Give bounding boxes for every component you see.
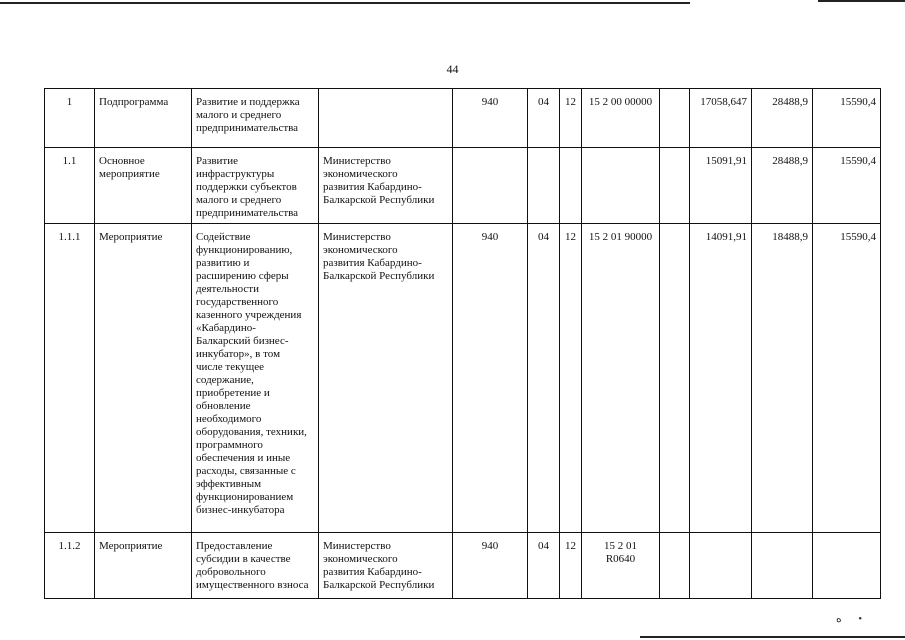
table-row	[45, 224, 881, 533]
cell-type: Основное мероприятие	[95, 148, 192, 224]
cell-y3: 15590,4	[813, 148, 881, 224]
cell-rz: 04	[528, 89, 560, 148]
cell-vr	[660, 89, 690, 148]
cell-grbs	[453, 148, 528, 224]
table-row	[45, 533, 881, 599]
cell-rz: 04	[528, 224, 560, 533]
budget-table	[44, 88, 881, 599]
scan-top-right-line	[818, 0, 905, 2]
cell-pr: 12	[560, 89, 582, 148]
cell-grbs: 940	[453, 89, 528, 148]
cell-name: Развитие и поддержка малого и среднего предпринимательства	[192, 89, 319, 148]
cell-y1: 14091,91	[690, 224, 752, 533]
scan-marks: ه •	[836, 613, 863, 625]
cell-rz	[528, 148, 560, 224]
cell-pr	[560, 148, 582, 224]
cell-executor: Министерство экономического развития Кабардино- Балкарской Республики	[319, 533, 453, 599]
cell-executor	[319, 89, 453, 148]
cell-pr: 12	[560, 533, 582, 599]
cell-csr	[582, 148, 660, 224]
cell-y2: 18488,9	[752, 224, 813, 533]
cell-pr: 12	[560, 224, 582, 533]
cell-y3: 15590,4	[813, 89, 881, 148]
cell-csr: 15 2 01 90000	[582, 224, 660, 533]
cell-executor: Министерство экономического развития Кабардино- Балкарской Республики	[319, 148, 453, 224]
table-row	[45, 89, 881, 148]
cell-csr: 15 2 01 R0640	[582, 533, 660, 599]
cell-type: Подпрограмма	[95, 89, 192, 148]
cell-y1: 15091,91	[690, 148, 752, 224]
scan-top-line	[0, 2, 690, 4]
cell-name: Содействие функционированию, развитию и расширению сферы деятельности государственного казенного учреждения «Кабардино- Балкарский бизнес- инкубатор», в том числе текущее содержание, приобретение и обновление необходимого оборудования, техники, программного обеспечения и иные расходы, связанные с эффективным функционированием бизнес-инкубатора	[192, 224, 319, 533]
cell-vr	[660, 224, 690, 533]
cell-y1	[690, 533, 752, 599]
cell-num: 1	[45, 89, 95, 148]
cell-grbs: 940	[453, 533, 528, 599]
cell-y2: 28488,9	[752, 148, 813, 224]
cell-grbs: 940	[453, 224, 528, 533]
cell-y3: 15590,4	[813, 224, 881, 533]
scan-bottom-line	[640, 636, 905, 638]
page-number: 44	[446, 62, 459, 76]
cell-name: Развитие инфраструктуры поддержки субъектов малого и среднего предпринимательства	[192, 148, 319, 224]
cell-y1: 17058,647	[690, 89, 752, 148]
cell-vr	[660, 148, 690, 224]
table-body	[45, 89, 881, 599]
cell-name: Предоставление субсидии в качестве добровольного имущественного взноса	[192, 533, 319, 599]
cell-vr	[660, 533, 690, 599]
cell-type: Мероприятие	[95, 533, 192, 599]
cell-y2: 28488,9	[752, 89, 813, 148]
table-row	[45, 148, 881, 224]
cell-y2	[752, 533, 813, 599]
cell-num: 1.1.2	[45, 533, 95, 599]
cell-csr: 15 2 00 00000	[582, 89, 660, 148]
cell-num: 1.1	[45, 148, 95, 224]
cell-executor: Министерство экономического развития Кабардино- Балкарской Республики	[319, 224, 453, 533]
cell-num: 1.1.1	[45, 224, 95, 533]
cell-rz: 04	[528, 533, 560, 599]
cell-y3	[813, 533, 881, 599]
cell-type: Мероприятие	[95, 224, 192, 533]
